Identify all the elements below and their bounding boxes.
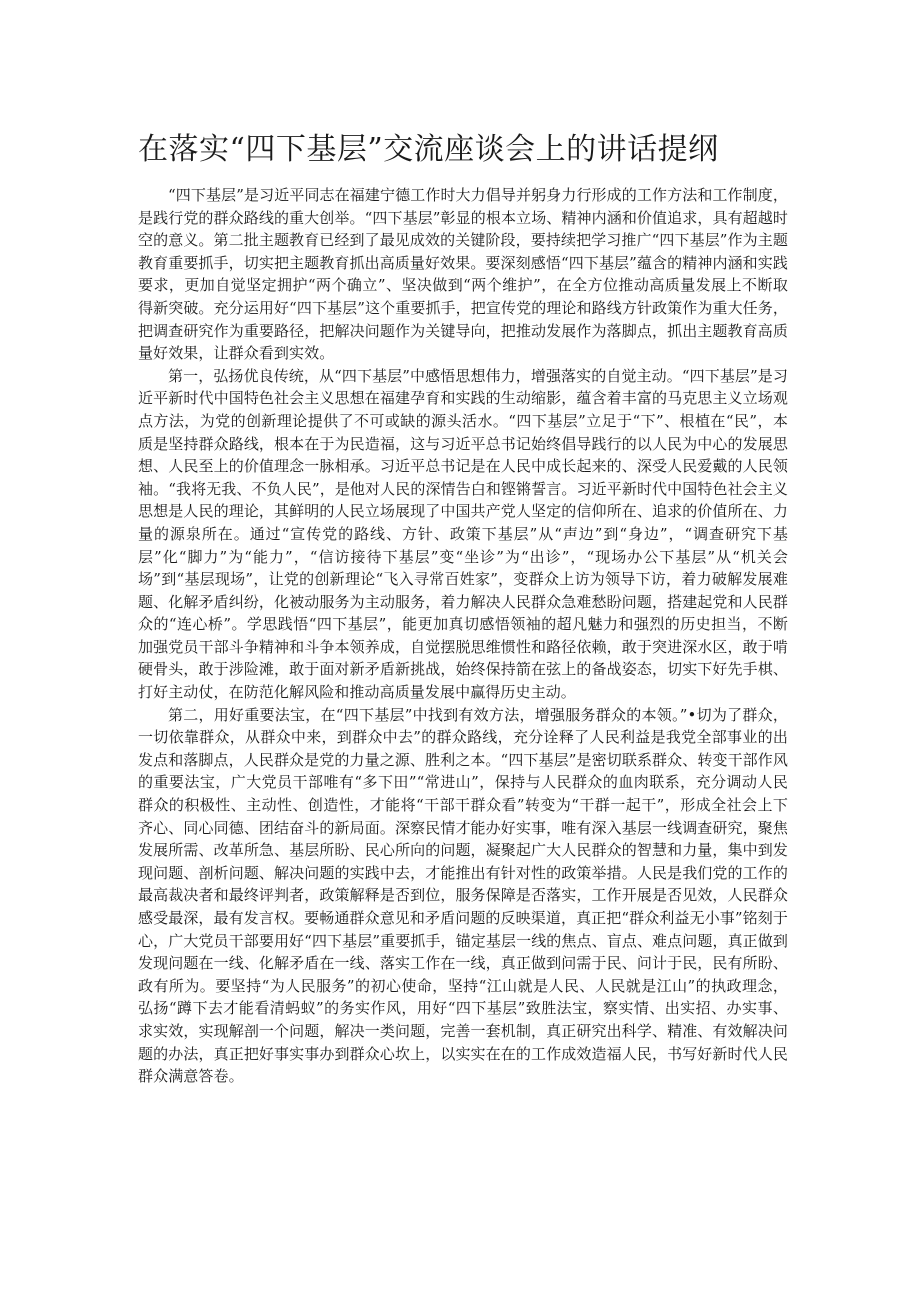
paragraph-second-point: 第二，用好重要法宝，在“四下基层”中找到有效方法，增强服务群众的本领。”•切为了群众，一切依靠群众，从群众中来，到群众中去”的群众路线，充分诠释了人民利益是我党全部事业的出发点和落脚点，人民群众是党的力量之源、胜利之本。“四下基层”是密切联系群众、转变干部作风的重要法宝，广大党员干部唯有“多下田”“常进山”，保持与人民群众的血肉联系，充分调动人民群众的积极性、主动性、创造性，才能将“干部干群众看”转变为“干群一起干”，形成全社会上下齐心、同心同德、团结奋斗的新局面。深察民情才能办好实事，唯有深入基层一线调查研究，聚焦发展所需、改革所急、基层所盼、民心所向的问题，凝聚起广大人民群众的智慧和力量，集中到发现问题、剖析问题、解决问题的实践中去，才能推出有针对性的政策举措。人民是我们党的工作的最高裁决者和最终评判者，政策解释是否到位，服务保障是否落实，工作开展是否见效，人民群众感受最深，最有发言权。要畅通群众意见和矛盾问题的反映渠道，真正把“群众利益无小事”铭刻于心，广大党员干部要用好“四下基层”重要抓手，锚定基层一线的焦点、盲点、难点问题，真正做到发现问题在一线、化解矛盾在一线、落实工作在一线，真正做到问需于民、问计于民，民有所盼、政有所为。要坚持“为人民服务”的初心使命，坚持“江山就是人民、人民就是江山”的执政理念，弘扬“蹲下去才能看清蚂蚁”的务实作风，用好“四下基层”致胜法宝，察实情、出实招、办实事、求实效，实现解剖一个问题，解决一类问题，完善一套机制，真正研究出科学、精准、有效解决问题的办法，真正把好事实事办到群众心坎上，以实实在在的工作成效造福人民，书写好新时代人民群众满意答卷。 — [138, 705, 788, 1086]
document-page — [138, 130, 788, 1088]
document-title: 在落实“四下基层”交流座谈会上的讲话提纲 — [138, 132, 719, 167]
paragraph-first-point: 第一，弘扬优良传统，从“四下基层”中感悟思想伟力，增强落实的自觉主动。“四下基层”是习近平新时代中国特色社会主义思想在福建孕育和实践的生动缩影，蕴含着丰富的马克思主义立场观点方法，为党的创新理论提供了不可或缺的源头活水。“四下基层”立足于“下”、根植在“民”，本质是坚持群众路线，根本在于为民造福，这与习近平总书记始终倡导践行的以人民为中心的发展思想、人民至上的价值理念一脉相承。习近平总书记是在人民中成长起来的、深受人民爱戴的人民领袖。“我将无我、不负人民”，是他对人民的深情告白和铿锵誓言。习近平新时代中国特色社会主义思想是人民的理论，其鲜明的人民立场展现了中国共产党人坚定的信仰所在、追求的价值所在、力量的源泉所在。通过“宣传党的路线、方针、政策下基层”从“声边”到“身边”，“调查研究下基层”化“脚力”为“能力”，“信访接待下基层”变“坐诊”为“出诊”，“现场办公下基层”从“机关会场”到“基层现场”，让党的创新理论“飞入寻常百姓家”，变群众上访为领导下访，着力破解发展难题、化解矛盾纠纷，化被动服务为主动服务，着力解决人民群众急难愁盼问题，搭建起党和人民群众的“连心桥”。学思践悟“四下基层”，能更加真切感悟领袖的超凡魅力和强烈的历史担当，不断加强党员干部斗争精神和斗争本领养成，自觉摆脱思维惯性和路径依赖，敢于突进深水区，敢于啃硬骨头，敢于涉险滩，敢于面对新矛盾新挑战，始终保持箭在弦上的备战姿态，切实下好先手棋、打好主动仗，在防范化解风险和推动高质量发展中赢得历史主动。 — [138, 366, 788, 702]
paragraph-intro: “四下基层”是习近平同志在福建宁德工作时大力倡导并躬身力行形成的工作方法和工作制度，是践行党的群众路线的重大创举。“四下基层”彰显的根本立场、精神内涵和价值追求，具有超越时空的意义。第二批主题教育已经到了最见成效的关键阶段，要持续把学习推广“四下基层”作为主题教育重要抓手，切实把主题教育抓出高质量好效果。要深刻感悟“四下基层”蕴含的精神内涵和实践要求，更加自觉坚定拥护“两个确立”、坚决做到“两个维护”，在全方位推动高质量发展上不断取得新突破。充分运用好“四下基层”这个重要抓手，把宣传党的理论和路线方针政策作为重大任务，把调查研究作为重要路径，把解决问题作为关键导向，把推动发展作为落脚点，抓出主题教育高质量好效果，让群众看到实效。 — [138, 186, 788, 363]
